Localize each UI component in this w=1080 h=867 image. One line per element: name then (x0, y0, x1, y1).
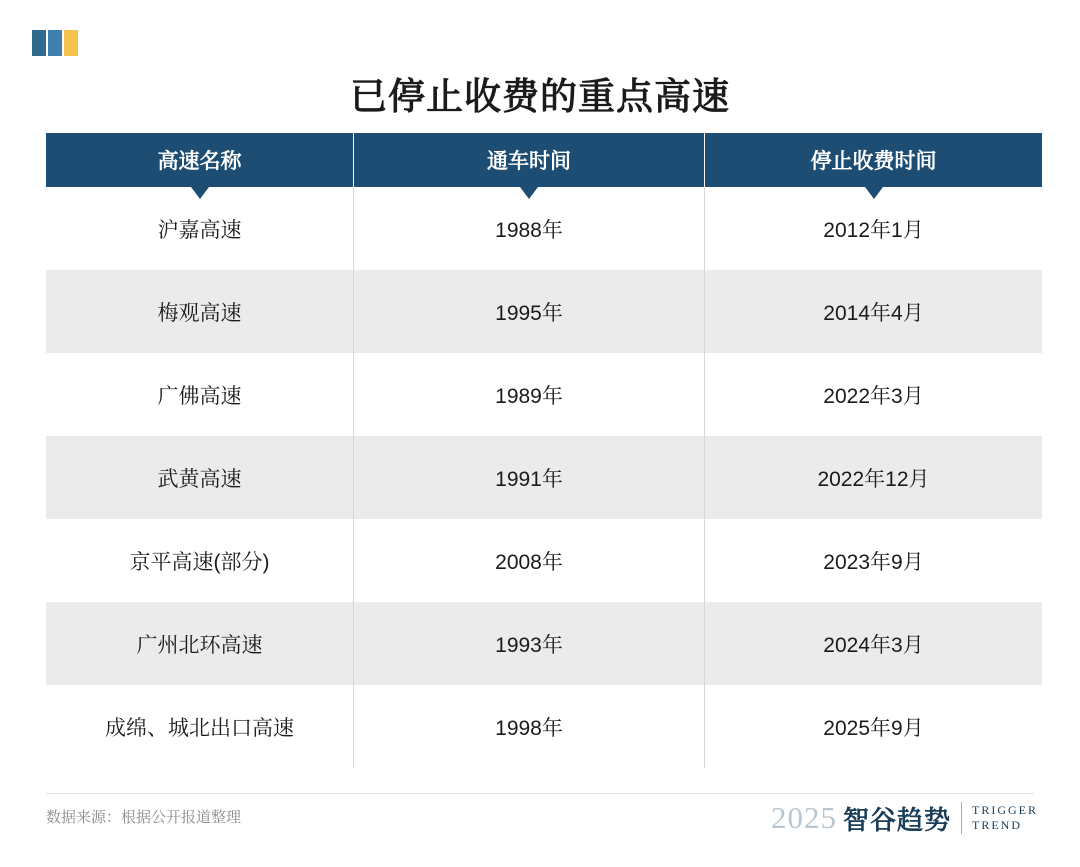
cell-name: 广州北环高速 (46, 602, 354, 685)
footer-divider (46, 793, 1034, 794)
cell-opening: 2008年 (354, 519, 705, 602)
triangle-marker-icon (520, 187, 538, 199)
column-header-name (46, 133, 354, 187)
cell-opening: 1991年 (354, 436, 705, 519)
cell-stopfee: 2023年9月 (705, 519, 1043, 602)
brand-logo-icon (32, 30, 80, 56)
cell-stopfee: 2022年12月 (705, 436, 1043, 519)
table-row (46, 353, 1042, 436)
cell-opening: 1995年 (354, 270, 705, 353)
brand-name-cn: 智谷趋势 (842, 804, 951, 835)
cell-stopfee: 2014年4月 (705, 270, 1043, 353)
cell-stopfee: 2024年3月 (705, 602, 1043, 685)
column-header-name-label: 高速名称 (157, 150, 242, 173)
brand-divider (961, 802, 962, 834)
source-note: 数据来源：根据公开报道整理 (46, 809, 242, 826)
logo-bar-1 (32, 30, 46, 56)
table-header-row (46, 133, 1042, 187)
cell-name: 梅观高速 (46, 270, 354, 353)
table-row (46, 187, 1042, 270)
brand-name-en (972, 803, 1038, 833)
table-body (46, 187, 1042, 768)
table-header (46, 133, 1042, 187)
page-title: 已停止收费的重点高速 (350, 76, 730, 117)
cell-stopfee: 2012年1月 (705, 187, 1043, 270)
column-header-stopfee-label: 停止收费时间 (810, 150, 937, 173)
column-header-stopfee (705, 133, 1043, 187)
table-row (46, 602, 1042, 685)
column-header-opening-label: 通车时间 (487, 150, 571, 173)
logo-bar-2 (48, 30, 62, 56)
column-header-opening (354, 133, 705, 187)
table-row (46, 519, 1042, 602)
cell-name: 广佛高速 (46, 353, 354, 436)
table-row (46, 436, 1042, 519)
table-row (46, 685, 1042, 768)
cell-name: 沪嘉高速 (46, 187, 354, 270)
cell-stopfee: 2022年3月 (705, 353, 1043, 436)
brand-name-en-line2: TREND (972, 818, 1022, 832)
brand-name-en-line1: TRIGGER (972, 803, 1038, 817)
triangle-marker-icon (191, 187, 209, 199)
cell-opening: 1993年 (354, 602, 705, 685)
cell-name: 武黄高速 (46, 436, 354, 519)
logo-bar-3 (64, 30, 78, 56)
data-table-wrapper (46, 133, 1034, 768)
triangle-marker-icon (865, 187, 883, 199)
cell-stopfee: 2025年9月 (705, 685, 1043, 768)
data-table (46, 133, 1042, 768)
cell-opening: 1988年 (354, 187, 705, 270)
table-row (46, 270, 1042, 353)
cell-name: 京平高速(部分) (46, 519, 354, 602)
infographic-card (8, 8, 1072, 859)
cell-opening: 1998年 (354, 685, 705, 768)
cell-name: 成绵、城北出口高速 (46, 685, 354, 768)
brand-year: 2025 (770, 800, 837, 835)
brand-signature (771, 798, 1038, 838)
cell-opening: 1989年 (354, 353, 705, 436)
